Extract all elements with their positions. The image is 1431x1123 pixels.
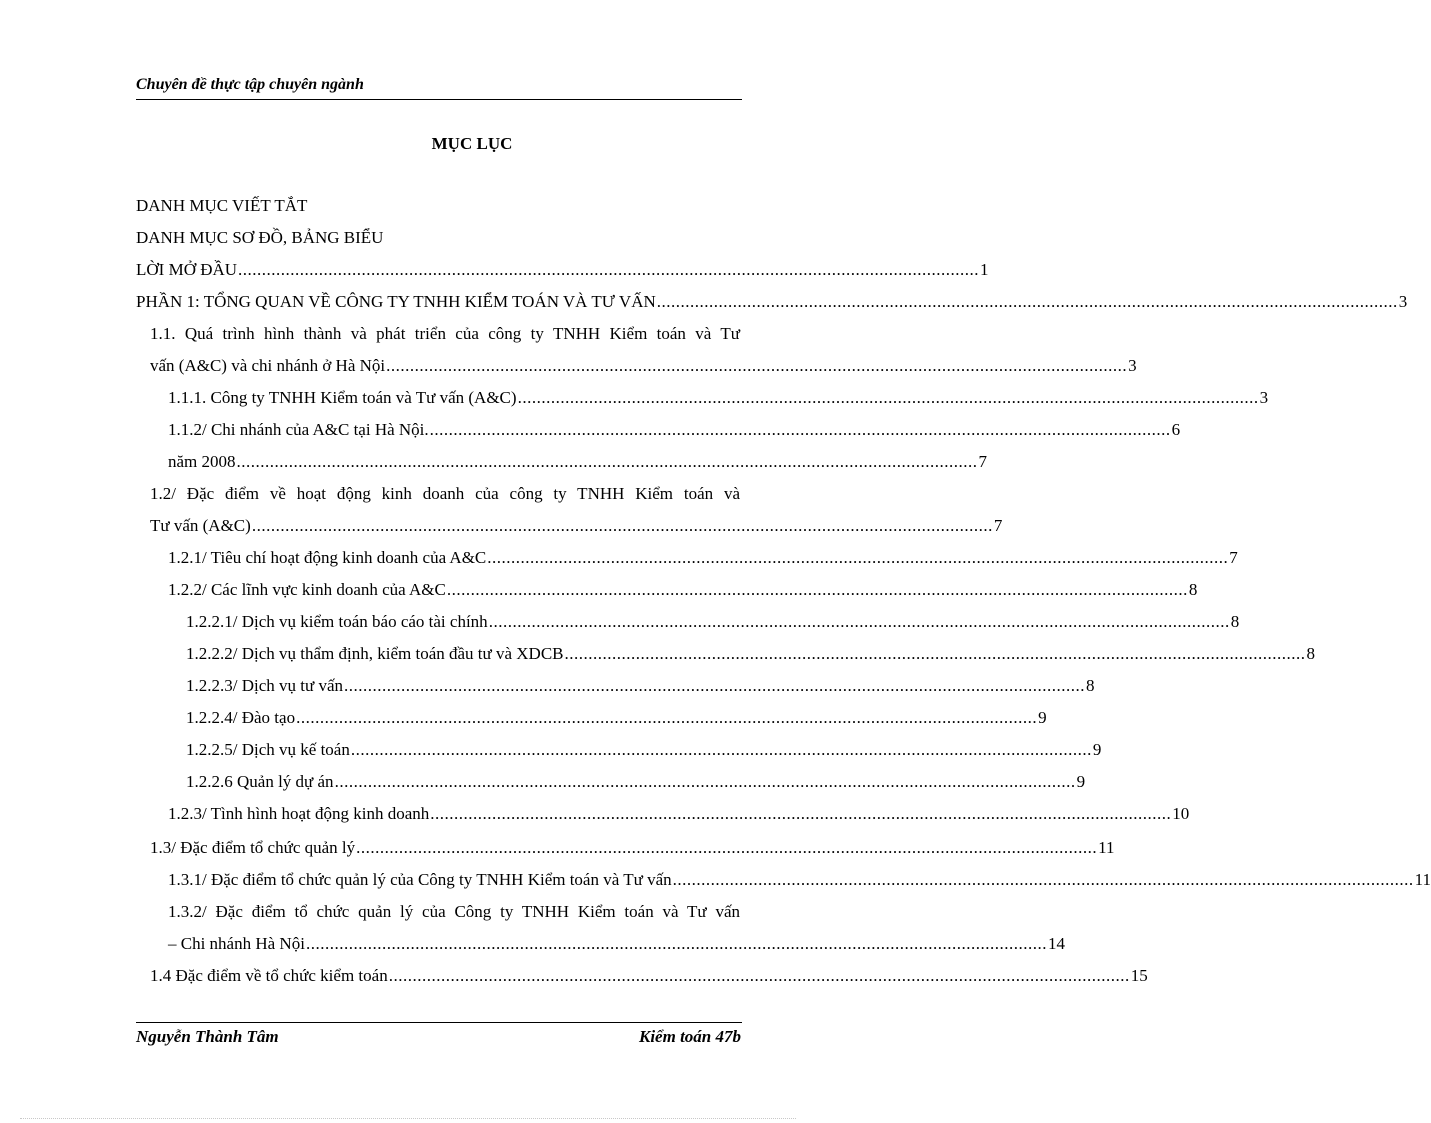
toc-dot-leader: ............................................................................................................................................................	[430, 804, 1172, 823]
toc-entry: Tư vấn (A&C) ............................................................................................................................................................ 7	[150, 514, 746, 538]
footer-rule	[136, 1022, 742, 1023]
toc-entry: – Chi nhánh Hà Nội ............................................................................................................................................................ 14	[168, 932, 746, 956]
toc-dot-leader: ............................................................................................................................................................	[487, 548, 1229, 567]
toc-entry: 1.2.3/ Tình hình hoạt động kinh doanh ............................................................................................................................................................ 10	[168, 802, 746, 826]
toc-dot-leader: ............................................................................................................................................................	[386, 356, 1128, 375]
toc-dot-leader: ............................................................................................................................................................	[238, 260, 980, 279]
toc-dot-leader: ............................................................................................................................................................	[334, 772, 1076, 791]
toc-entry: 1.1.2/ Chi nhánh của A&C tại Hà Nội. ............................................................................................................................................................ 6	[168, 418, 746, 442]
toc-entry-wrapped: 1.2/ Đặc điểm về hoạt động kinh doanh của công ty TNHH Kiểm toán và	[150, 484, 740, 503]
header-rule	[136, 99, 742, 100]
toc-dot-leader: ............................................................................................................................................................	[236, 452, 978, 471]
page-header: Chuyên đề thực tập chuyên ngành	[136, 76, 364, 93]
toc-entry: 1.3/ Đặc điểm tổ chức quản lý ............................................................................................................................................................ 11	[150, 836, 746, 860]
toc-dot-leader: ............................................................................................................................................................	[344, 676, 1086, 695]
toc-dot-leader: ............................................................................................................................................................	[517, 388, 1259, 407]
toc-entry: năm 2008 ............................................................................................................................................................ 7	[168, 450, 746, 474]
toc-dot-leader: ............................................................................................................................................................	[429, 420, 1171, 439]
toc-dot-leader: ............................................................................................................................................................	[446, 580, 1188, 599]
toc-dot-leader: ............................................................................................................................................................	[488, 612, 1230, 631]
toc-entry: 1.4 Đặc điểm về tổ chức kiểm toán ............................................................................................................................................................ 15	[150, 964, 746, 988]
toc-entry: 1.1.1. Công ty TNHH Kiểm toán và Tư vấn (A&C) ............................................................................................................................................................ 3	[168, 386, 746, 410]
page-bottom-border	[20, 1118, 796, 1119]
toc-dot-leader: ............................................................................................................................................................	[656, 292, 1398, 311]
toc-entry: LỜI MỞ ĐẦU ............................................................................................................................................................ 1	[136, 258, 746, 282]
toc-entry: 1.2.2.6 Quản lý dự án ............................................................................................................................................................ 9	[186, 770, 746, 794]
toc-entry: 1.2.2.3/ Dịch vụ tư vấn ............................................................................................................................................................ 8	[186, 674, 746, 698]
page-title: MỤC LỤC	[431, 134, 513, 153]
toc-entry: 1.3.1/ Đặc điểm tổ chức quản lý của Công ty TNHH Kiểm toán và Tư vấn ............................................................................................................................................................ 11	[168, 868, 746, 892]
toc-entry-wrapped: 1.3.2/ Đặc điểm tổ chức quản lý của Công ty TNHH Kiểm toán và Tư vấn	[168, 902, 740, 921]
footer-class: Kiểm toán 47b	[638, 1027, 741, 1046]
toc-entry: 1.2.1/ Tiêu chí hoạt động kinh doanh của A&C ............................................................................................................................................................ 7	[168, 546, 746, 570]
toc-dot-leader: ............................................................................................................................................................	[305, 934, 1047, 953]
toc-dot-leader: ............................................................................................................................................................	[296, 708, 1038, 727]
toc-dot-leader: ............................................................................................................................................................	[350, 740, 1092, 759]
toc-entry: vấn (A&C) và chi nhánh ở Hà Nội ............................................................................................................................................................ 3	[150, 354, 746, 378]
toc-entry: 1.2.2.2/ Dịch vụ thẩm định, kiểm toán đầu tư và XDCB ............................................................................................................................................................ 8	[186, 642, 746, 666]
toc-abbreviations: DANH MỤC VIẾT TẮT	[136, 196, 308, 215]
toc-entry: 1.2.2/ Các lĩnh vực kinh doanh của A&C ............................................................................................................................................................ 8	[168, 578, 746, 602]
toc-dot-leader: ............................................................................................................................................................	[356, 838, 1098, 857]
toc-dot-leader: ............................................................................................................................................................	[564, 644, 1306, 663]
toc-entry: 1.2.2.4/ Đào tạo ............................................................................................................................................................ 9	[186, 706, 746, 730]
footer-author: Nguyễn Thành Tâm	[136, 1027, 279, 1046]
toc-entry: 1.2.2.5/ Dịch vụ kế toán ............................................................................................................................................................ 9	[186, 738, 746, 762]
toc-entry: 1.2.2.1/ Dịch vụ kiểm toán báo cáo tài chính ............................................................................................................................................................ 8	[186, 610, 746, 634]
toc-entry: PHẦN 1: TỔNG QUAN VỀ CÔNG TY TNHH KIỂM TOÁN VÀ TƯ VẤN ............................................................................................................................................................ 3	[136, 290, 746, 314]
toc-diagrams: DANH MỤC SƠ ĐỒ, BẢNG BIỂU	[136, 228, 384, 247]
toc-entry-wrapped: 1.1. Quá trình hình thành và phát triển của công ty TNHH Kiểm toán và Tư	[150, 324, 740, 343]
toc-dot-leader: ............................................................................................................................................................	[388, 966, 1130, 985]
toc-dot-leader: ............................................................................................................................................................	[251, 516, 993, 535]
toc-dot-leader: ............................................................................................................................................................	[672, 870, 1414, 889]
